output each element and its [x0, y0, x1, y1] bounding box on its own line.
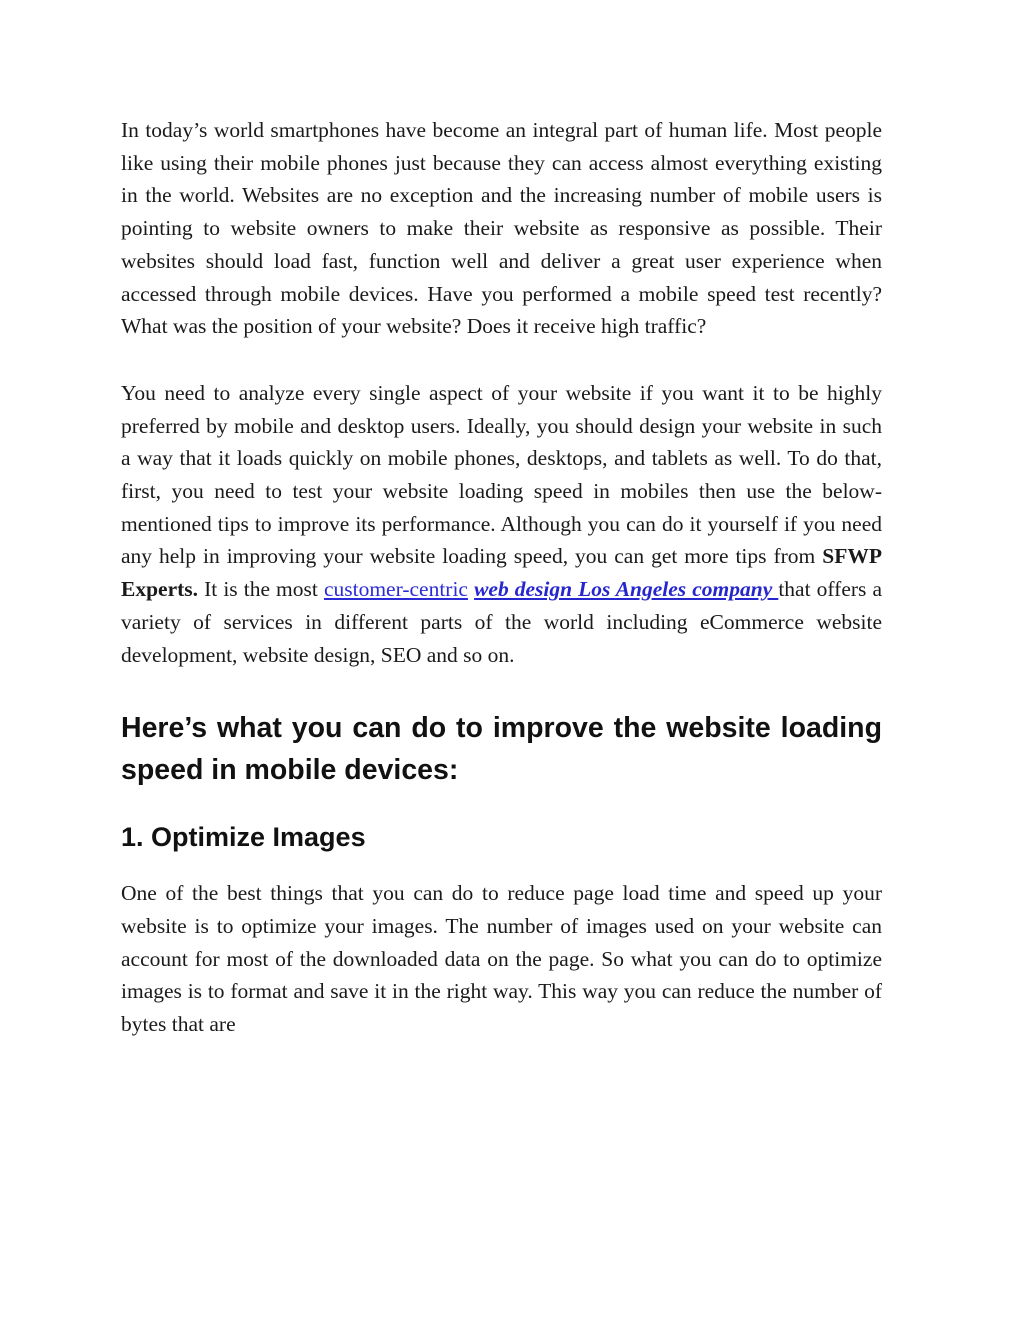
analysis-middle-text: It is the most: [198, 577, 324, 602]
customer-centric-link[interactable]: customer-centric: [323, 577, 468, 602]
web-design-los-angeles-link[interactable]: web design Los Angeles company: [474, 577, 779, 602]
brand-name: SFWP Experts.: [121, 544, 882, 602]
intro-paragraph: In today’s world smartphones have become an integral part of human life. Most people like using their mobile phones just because they can access almost everything existing in the world. Websites are no exception and the increasing number of mobile users is pointing to website owners to make their website as responsive as possible. Their websites should load fast, function well and deliver a great user experience when accessed through mobile devices. Have you performed a mobile speed test recently? What was the position of your website? Does it receive high traffic?: [121, 118, 882, 339]
section-heading: Here’s what you can do to improve the website loading speed in mobile devices:: [121, 712, 882, 787]
document-page: [121, 114, 882, 1041]
analysis-paragraph: [121, 377, 882, 671]
subsection-heading: 1. Optimize Images: [121, 822, 366, 853]
analysis-outro-text: that offers a variety of services in different parts of the world including eCommerce website development, website design, SEO and so on.: [121, 577, 882, 667]
analysis-intro-text: You need to analyze every single aspect of your website if you want it to be highly preferred by mobile and desktop users. Ideally, you should design your website in such a way that it loads quickly on mobile phones, desktops, and tablets as well. To do that, first, you need to test your website loading speed in mobiles then use the below-mentioned tips to improve its performance. Although you can do it yourself if you need any help in improving your website loading speed, you can get more tips from: [121, 380, 882, 569]
optimize-images-paragraph: One of the best things that you can do to reduce page load time and speed up your website is to optimize your images. The number of images used on your website can account for most of the downloaded data on the page. So what you can do to optimize images is to format and save it in the right way. This way you can reduce the number of bytes that are: [121, 881, 882, 1037]
